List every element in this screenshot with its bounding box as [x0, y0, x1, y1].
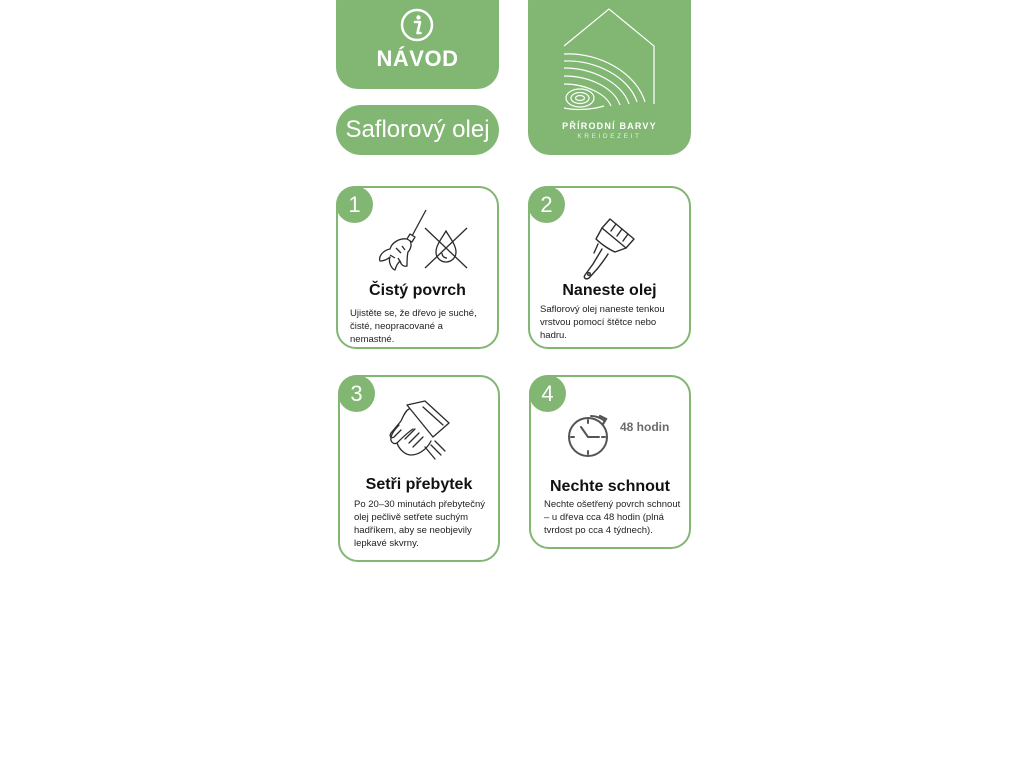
step-number-badge: 2: [528, 186, 565, 223]
step-description: Ujistěte se, že dřevo je suché, čisté, neopracované a nemastné.: [350, 308, 477, 345]
step-number-badge: 1: [336, 186, 373, 223]
product-name: Saflorový olej: [336, 105, 499, 155]
brand-logo-tile: [528, 0, 691, 155]
step-card-2: [528, 186, 691, 349]
step-card-1: [336, 186, 499, 349]
guide-title: NÁVOD: [376, 46, 459, 71]
paint-brush-icon: [578, 216, 642, 280]
drying-time-label: 48 hodin: [620, 420, 670, 434]
step-title: Naneste olej: [562, 282, 657, 299]
step-card-4: [529, 375, 691, 549]
guide-title-tile: [336, 0, 499, 89]
step-title: Čistý povrch: [369, 282, 466, 299]
info-icon: [400, 8, 434, 42]
step-title: Setři přebytek: [365, 476, 473, 493]
step-description: Nechte ošetřený povrch schnout – u dřeva cca 48 hodin (plná tvrdost po cca 4 týdnech).: [544, 499, 681, 536]
brand-name: PŘÍRODNÍ BARVY: [562, 121, 657, 131]
step-card-3: [338, 375, 500, 562]
step-description: Po 20–30 minutách přebytečný olej pečlivě setřete suchým hadříkem, aby se neobjevily lepkavé skvrny.: [354, 499, 485, 549]
brand-subtitle: KREIDEZEIT: [577, 133, 642, 140]
step-title: Nechte schnout: [549, 478, 670, 495]
no-water-icon: [422, 225, 470, 271]
step-description: Saflorový olej naneste tenkou vrstvou pomocí štětce nebo hadru.: [540, 304, 665, 341]
clock-icon: [566, 410, 612, 460]
step-number-badge: 4: [529, 375, 566, 412]
step-number-badge: 3: [338, 375, 375, 412]
brand-house-logo-icon: [528, 0, 691, 155]
hand-wiping-cloth-icon: [387, 399, 453, 463]
